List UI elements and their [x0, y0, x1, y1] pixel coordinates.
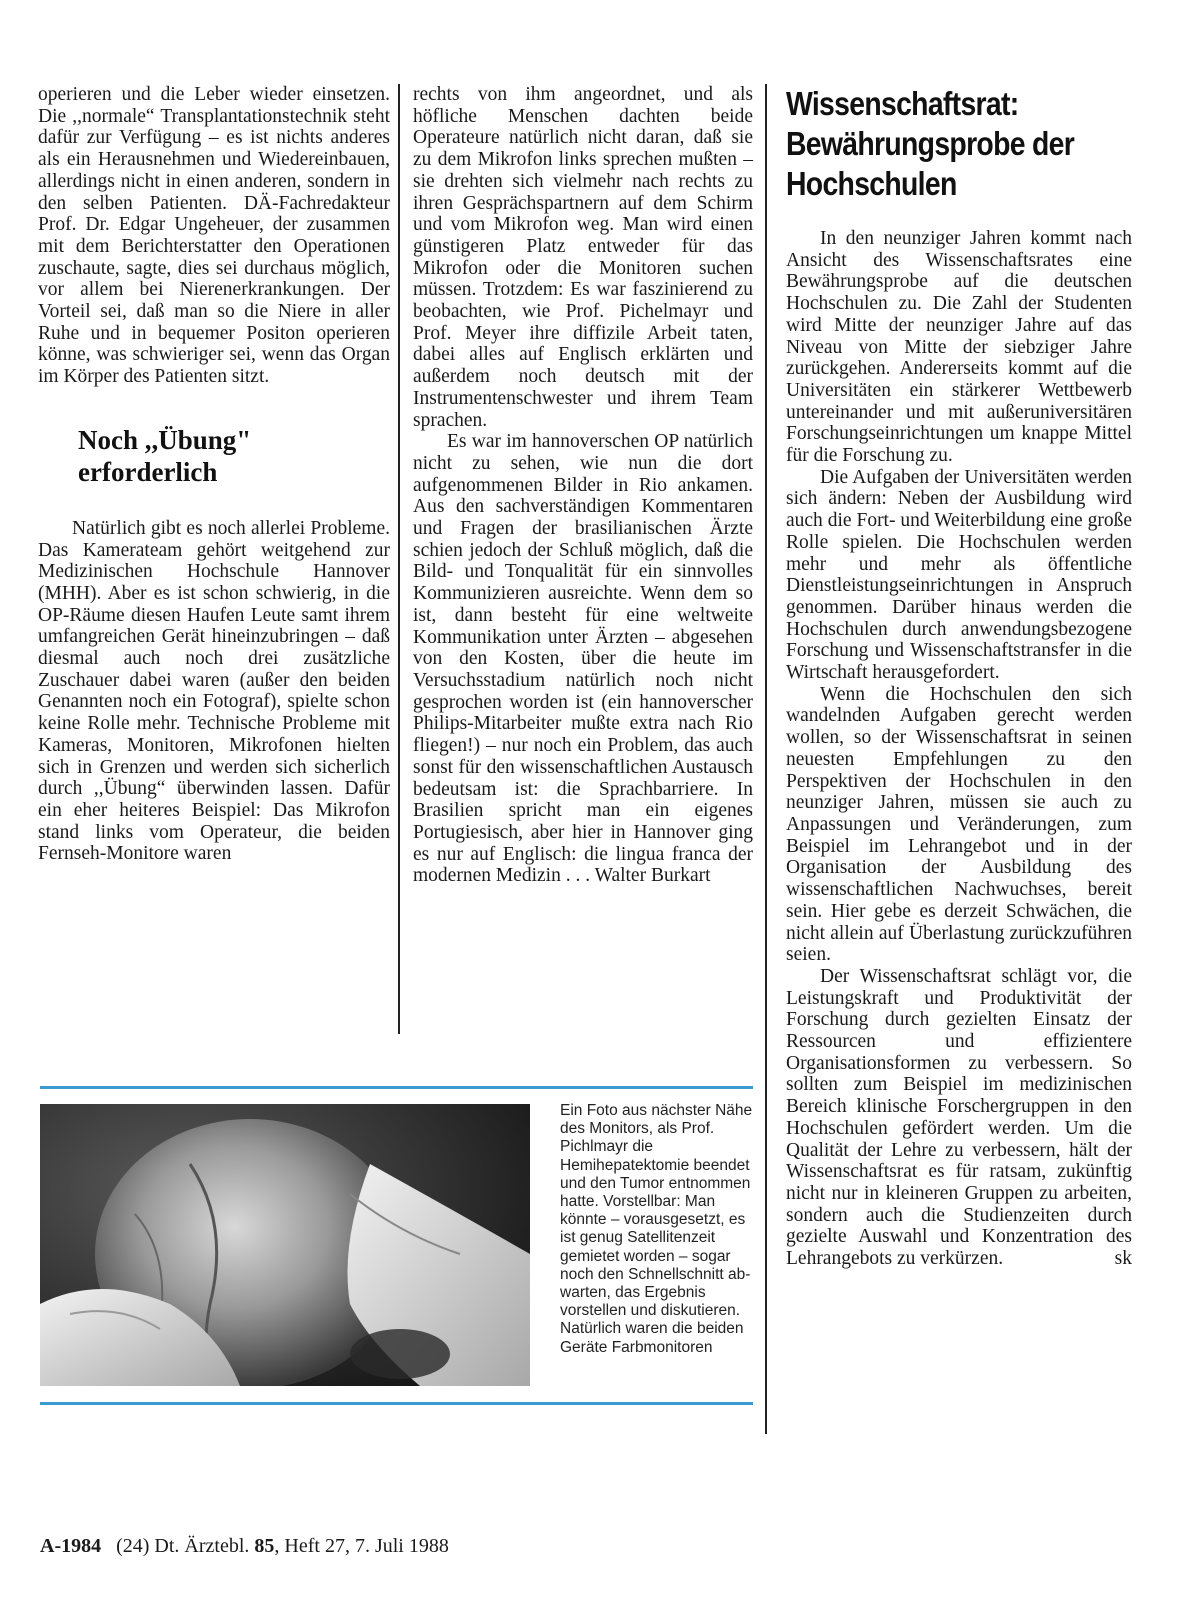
article-headline: Wissenschaftsrat: Bewährungsprobe der Hochschulen — [786, 85, 1075, 202]
author-signature: sk — [1114, 1248, 1132, 1270]
journal-volume: 85 — [254, 1535, 275, 1557]
article-paragraph: rechts von ihm angeordnet, und als höfliche Menschen dachten beide Operateure natürlich nicht daran, daß sie zu dem Mikrofon links sprechen mußten – sie drehten sich vielmehr nach rechts zu ihren Gesprächspartnern auf dem Schirm und vom Mikrofon weg. Man wird einen günstigeren Platz entweder für das Mikrofon oder die Monitoren suchen müssen. Trotzdem: Es war faszinierend zu beobachten, wie Prof. Pichelmayr und Prof. Meyer ihre diffizile Arbeit taten, dabei alles auf Englisch erklärten und außerdem noch deutsch mit der Instrumentenschwester und ihrem Team sprachen. — [413, 84, 753, 431]
subheading: Noch ,,Übung" erforderlich — [78, 424, 252, 487]
liver-photo-image — [40, 1104, 530, 1386]
article-paragraph: Die Aufgaben der Universitäten werden sich ändern: Neben der Ausbildung wird auch die Fort- und Weiterbildung eine große Rolle spielen. Die Hochschulen werden mehr und mehr als öffentliche Dienstleistungseinrichtungen in Anspruch genommen. Darüber hinaus werden die Hochschulen durch anwendungsbezogene Forschung und Wissenschaftstransfer in die Wirtschaft herausgefordert. — [786, 466, 1132, 684]
journal-date: , Heft 27, 7. Juli 1988 — [274, 1535, 449, 1557]
column-right — [786, 84, 1132, 1270]
journal-issue: (24) Dt. Ärztebl. — [116, 1535, 250, 1557]
article-paragraph: operieren und die Leber wieder einsetzen. Die ,,normale“ Transplantationstechnik steht dafür zur Verfügung – es ist nichts anderes als ein Herausnehmen und Wiedereinbauen, allerdings nicht in einen anderen, sondern in den selben Patienten. DÄ-Fachredakteur Prof. Dr. Edgar Ungeheuer, der zusammen mit dem Berichterstatter den Operationen zuschaute, sagte, dies sei durchaus möglich, vor allem bei Nierenerkrankungen. Der Vorteil sei, daß man so die Niere in aller Ruhe und in bequemer Positon operieren könne, was schwieriger sei, wenn das Organ im Körper des Patienten sitzt. — [38, 84, 390, 388]
photo-top-rule — [40, 1086, 753, 1089]
article-paragraph: Wenn die Hochschulen den sich wandelnden Aufgaben gerecht werden wollen, so der Wissenschaftsrat in seinen neuesten Empfehlungen zu den Perspektiven der Hochschulen in den neunziger Jahren, müssen sie auch zu Anpassungen und Veränderungen, zum Beispiel im Lehrangebot und in der Organisation der Ausbildung des wissenschaftlichen Nachwuchses, bereit sein. Hier gebe es derzeit Schwächen, die nicht allein auf Überlastung zurückzuführen seien. — [786, 683, 1132, 966]
article-paragraph: Natürlich gibt es noch allerlei Probleme. Das Kamerateam gehört weitgehend zur Medizinischen Hochschule Hannover (MHH). Aber es ist schon schwierig, in die OP-Räume diesen Haufen Leute samt ihrem umfangreichen Gerät hineinzubringen – daß diesmal auch noch drei zusätzliche Zuschauer dabei waren (außer den beiden Genannten noch ein Fotograf), spielte schon keine Rolle mehr. Technische Probleme mit Kameras, Monitoren, Mikrofonen hielten sich in Grenzen und werden sich sicherlich durch ,,Übung“ überwinden lassen. Dafür ein eher heiteres Beispiel: Das Mikrofon stand links vom Operateur, die beiden Fernseh-Monitore waren — [38, 517, 390, 865]
article-paragraph: In den neunziger Jahren kommt nach Ansicht des Wissenschaftsrates eine Bewährungsprobe auf die deutschen Hochschulen zu. Die Zahl der Studenten wird Mitte der neunziger Jahre auf das Niveau von Mitte der siebziger Jahre zurückgehen. Andererseits kommt auf die Universitäten ein stärkerer Wettbewerb untereinander und mit außeruniversitären Forschungseinrichtungen um knappe Mittel für die Forschung zu. — [786, 228, 1132, 467]
column-divider — [765, 84, 767, 1434]
photo-bottom-rule — [40, 1402, 753, 1405]
photo-caption: Ein Foto aus nächster Nähe des Monitors, als Prof. Pichlmayr die Hemihepatektomie beendet und den Tumor entnommen hatte. Vorstellbar: Man könnte – vorausgesetzt, es ist genug Satellitenzeit gemietet worden – sogar noch den Schnellschnitt abwarten, das Ergebnis vorstellen und diskutieren. Natürlich waren die beiden Geräte Farbmonitoren — [560, 1102, 753, 1356]
surgery-photo — [40, 1104, 530, 1386]
article-paragraph: Es war im hannoverschen OP natürlich nicht zu sehen, wie nun die dort aufgenommenen Bilder in Rio ankamen. Aus den sachverständigen Kommentaren und Fragen der brasilianischen Ärzte schien jedoch der Schluß möglich, daß die Bild- und Tonqualität für ein sinnvolles Kommunizieren ausreichte. Wenn dem so ist, dann besteht für eine weltweite Kommunikation unter Ärzten – abgesehen von den Kosten, über die heute im Versuchsstadium natürlich noch nicht gesprochen worden ist (ein hannoverscher Philips-Mitarbeiter mußte extra nach Rio fliegen!) – nur noch ein Problem, das auch sonst für den wissenschaftlichen Austausch bedeutsam ist: die Sprachbarriere. In Brasilien spricht man ein eigenes Portugiesisch, aber hier in Hannover ging es nur auf Englisch: die lingua franca der modernen Medizin . . . Walter Burkart — [413, 431, 753, 887]
column-divider — [398, 84, 400, 1034]
page-footer — [40, 1534, 449, 1558]
article-paragraph — [786, 966, 1132, 1270]
column-middle — [413, 84, 753, 887]
column-left — [38, 84, 390, 865]
article-paragraph-text: Der Wissenschaftsrat schlägt vor, die Leistungskraft und Produktivität der Forschung durch gezielten Einsatz der Ressourcen und effizientere Organisationsformen zu verbessern. So sollten zum Beispiel im medizinischen Bereich klinische Forschergruppen in den Hochschulen gefördert werden. Um die Qualität der Lehre zu verbessern, hält der Wissenschaftsrat es für ratsam, zukünftig nicht nur in kleineren Gruppen zu arbeiten, sondern auch die Studienzeiten durch gezielte Auswahl und Konzentration des Lehrangebots zu verkürzen. — [786, 965, 1132, 1270]
page-number: A-1984 — [40, 1535, 102, 1557]
